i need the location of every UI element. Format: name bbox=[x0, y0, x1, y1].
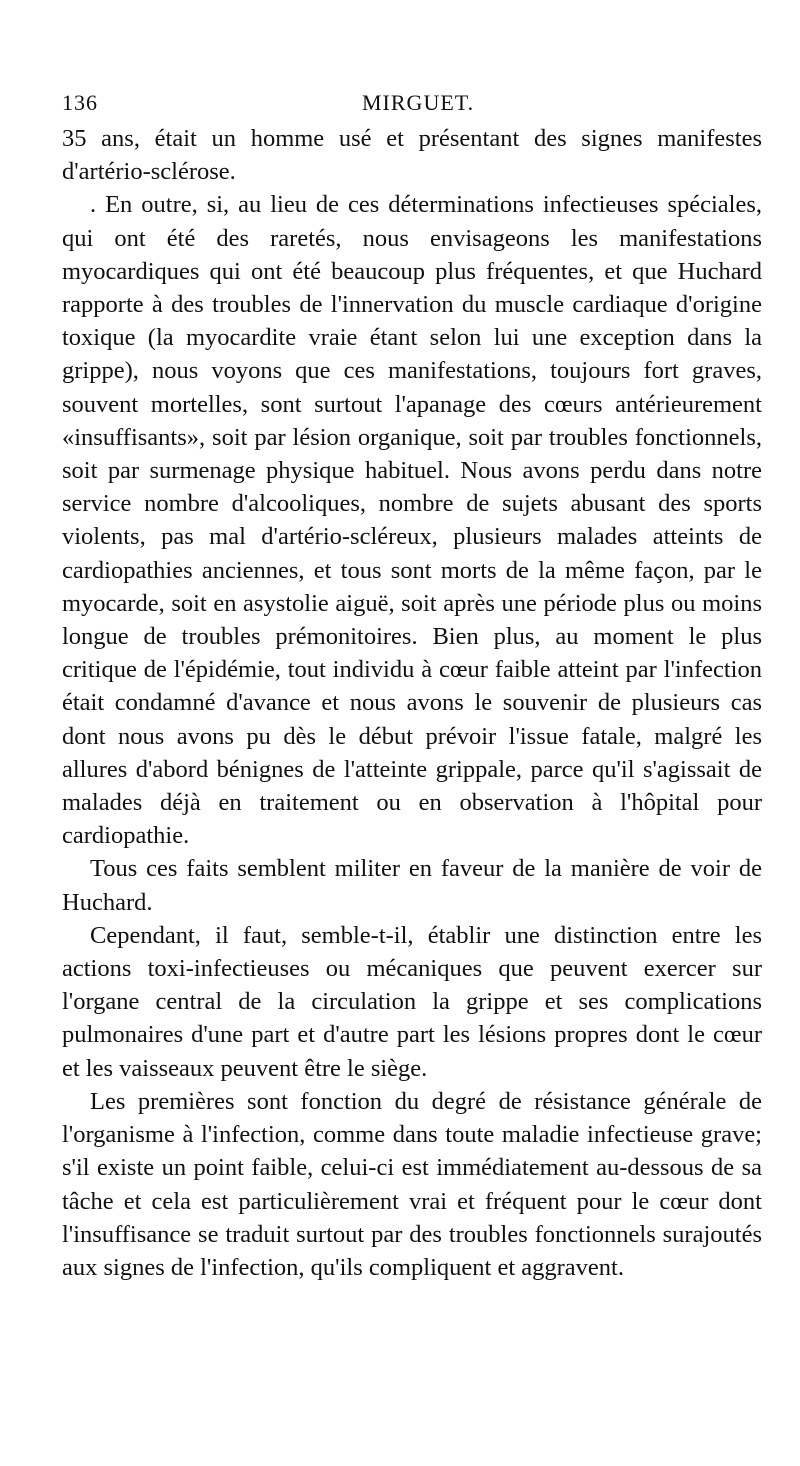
page-number: 136 bbox=[62, 90, 98, 115]
paragraph-distinction: Cependant, il faut, semble-t-il, établir une distinction entre les actions toxi-infectieuses ou mécaniques que peuvent exercer sur l'organe central de la circulation la grippe et ses complications pulmonaires d'une part et d'autre part les lésions propres dont le cœur et les vaisseaux peuvent être le siège. bbox=[62, 921, 762, 1082]
book-page bbox=[62, 90, 762, 1284]
body-text bbox=[62, 122, 762, 1284]
paragraph-huchard-myocardial: . En outre, si, au lieu de ces déterminations infectieuses spéciales, qui ont été des raretés, nous envisageons les manifestations myocardiques qui ont été beaucoup plus fréquentes, et que Huchard rapporte à des troubles de l'innervation du muscle cardiaque d'origine toxique (la myocardite vraie étant selon lui une exception dans la grippe), nous voyons que ces manifestations, toujours fort graves, souvent mortelles, sont surtout l'apanage des cœurs antérieurement «insuffisants», soit par lésion organique, soit par troubles fonctionnels, soit par surmenage physique habituel. Nous avons perdu dans notre service nombre d'alcooliques, nombre de sujets abusant des sports violents, pas mal d'artério-scléreux, plusieurs malades atteints de cardiopathies anciennes, et tous sont morts de la même façon, par le myocarde, soit en asystolie aiguë, soit après une période plus ou moins longue de troubles prémonitoires. Bien plus, au moment le plus critique de l'épidémie, tout individu à cœur faible atteint par l'infection était condamné d'avance et nous avons le souvenir de plusieurs cas dont nous avons pu dès le début prévoir l'issue fatale, malgré les allures d'abord bénignes de l'atteinte grippale, parce qu'il s'agissait de malades déjà en traitement ou en observation à l'hôpital pour cardiopathie. bbox=[62, 191, 762, 850]
running-head bbox=[62, 90, 762, 120]
paragraph-huchard-view: Tous ces faits semblent militer en faveur de la manière de voir de Huchard. bbox=[62, 855, 762, 916]
paragraph-continuation: 35 ans, était un homme usé et présentant des signes manifestes d'artério-sclérose. bbox=[62, 125, 762, 186]
paragraph-first-actions: Les premières sont fonction du degré de résistance générale de l'organisme à l'infection, comme dans toute maladie infectieuse grave; s'il existe un point faible, celui-ci est immédiatement au-dessous de sa tâche et cela est particulièrement vrai et fréquent pour le cœur dont l'insuffisance se traduit surtout par des troubles fonctionnels surajoutés aux signes de l'infection, qu'ils compliquent et aggravent. bbox=[62, 1087, 762, 1281]
running-head-title: MIRGUET. bbox=[362, 90, 475, 115]
